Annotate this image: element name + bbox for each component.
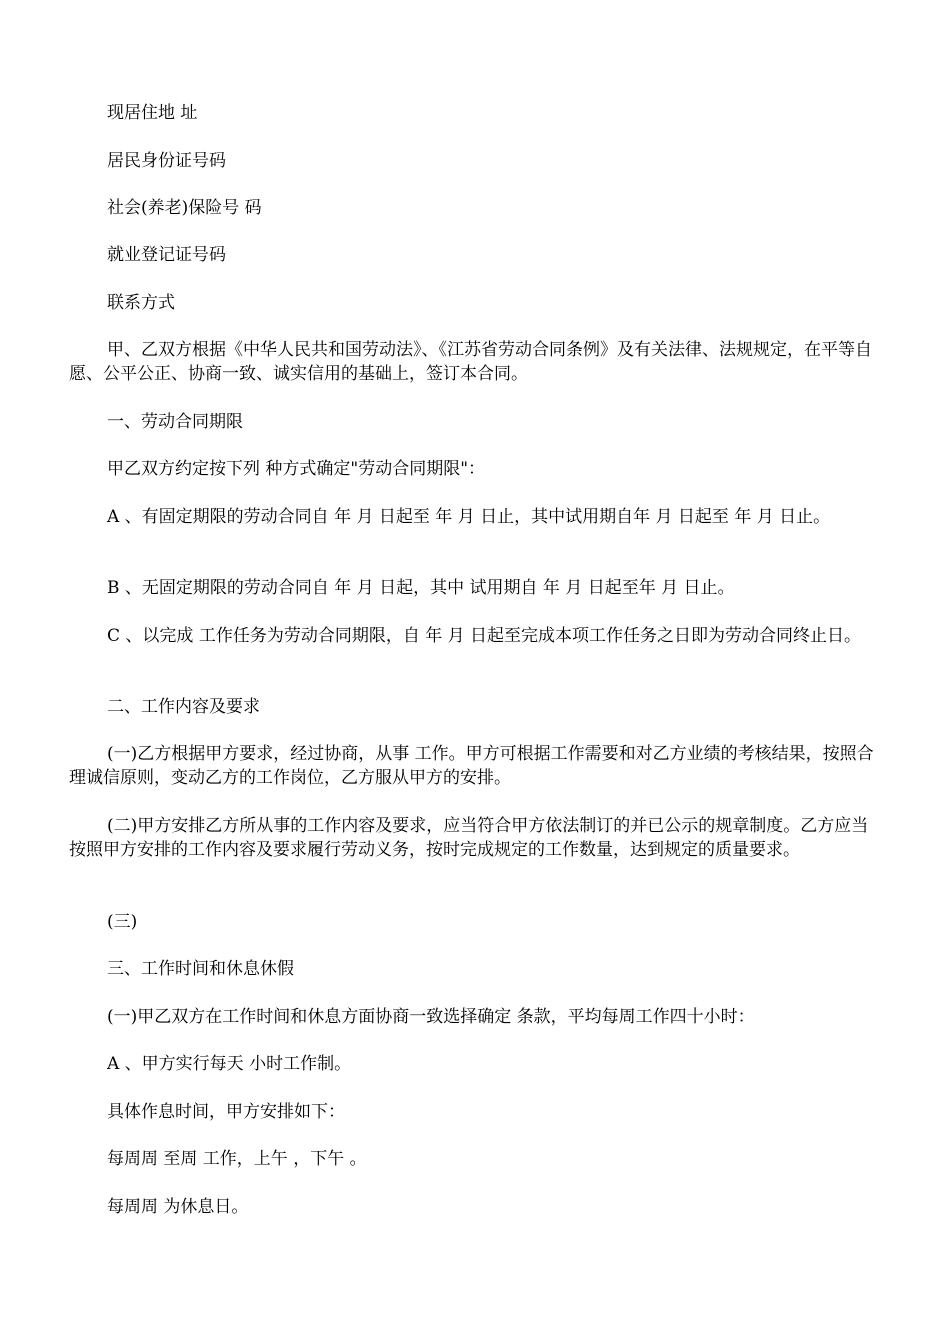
- work-content-item-2: (二)甲方安排乙方所从事的工作内容及要求，应当符合甲方依法制订的并已公示的规章制度。乙方应当按照甲方安排的工作内容及要求履行劳动义务，按时完成规定的工作数量，达到规定的质量要求。: [69, 816, 869, 860]
- field-contact: 联系方式: [107, 293, 175, 313]
- field-social-insurance-number: 社会(养老)保险号 码: [107, 198, 262, 218]
- weekly-rest-day: 每周周 为休息日。: [107, 1197, 249, 1217]
- term-option-c: C 、以完成 工作任务为劳动合同期限，自 年 月 日起至完成本项工作任务之日即为劳动合同终止日。: [107, 626, 862, 646]
- term-option-b: B 、无固定期限的劳动合同自 年 月 日起，其中 试用期自 年 月 日起至年 月 日止。: [107, 578, 735, 598]
- working-hours-option-a: A 、甲方实行每天 小时工作制。: [107, 1054, 352, 1074]
- work-content-item-3: (三): [107, 912, 138, 932]
- term-method-paragraph: 甲乙双方约定按下列 种方式确定"劳动合同期限"：: [107, 459, 486, 479]
- preamble-paragraph: 甲、乙双方根据《中华人民共和国劳动法》、《江苏省劳动合同条例》及有关法律、法规规定，在平等自愿、公平公正、协商一致、诚实信用的基础上，签订本合同。: [69, 340, 872, 384]
- term-option-a: A 、有固定期限的劳动合同自 年 月 日起至 年 月 日止，其中试用期自年 月 日起至 年 月 日止。: [107, 507, 831, 527]
- field-id-number: 居民身份证号码: [107, 151, 226, 171]
- section-heading-work-content: 二、工作内容及要求: [107, 697, 260, 717]
- field-employment-registration-number: 就业登记证号码: [107, 245, 226, 265]
- field-current-address: 现居住地 址: [107, 103, 198, 123]
- work-content-item-1: (一)乙方根据甲方要求，经过协商，从事 工作。甲方可根据工作需要和对乙方业绩的考核结果，按照合理诚信原则，变动乙方的工作岗位，乙方服从甲方的安排。: [69, 744, 874, 788]
- weekly-work-schedule: 每周周 至周 工作，上午 ，下午 。: [107, 1149, 367, 1169]
- working-hours-item-1: (一)甲乙双方在工作时间和休息方面协商一致选择确定 条款，平均每周工作四十小时：: [107, 1007, 755, 1027]
- section-heading-working-hours: 三、工作时间和休息休假: [107, 959, 294, 979]
- section-heading-term: 一、劳动合同期限: [107, 412, 243, 432]
- schedule-intro: 具体作息时间，甲方安排如下：: [107, 1102, 345, 1122]
